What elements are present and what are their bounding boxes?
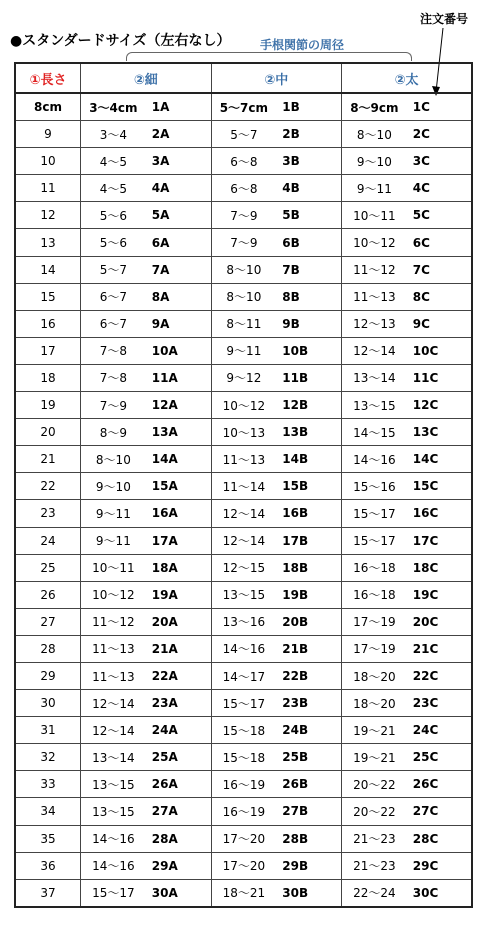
thick-code-cell: 3C [407,148,472,175]
thin-code-cell: 3A [146,148,211,175]
thin-code-cell: 30A [146,879,211,907]
length-cell: 18 [15,364,81,391]
thin-range-cell: 9～11 [95,534,131,549]
thin-code-cell: 17A [146,527,211,554]
length-cell: 19 [15,392,81,419]
thin-range-cell: 4～5 [99,181,128,196]
table-row [15,148,472,175]
medium-code-cell: 12B [276,392,341,419]
thin-code-cell: 21A [146,635,211,662]
thin-range-cell: 7～8 [99,371,128,386]
thick-range-cell: 15～17 [353,534,396,549]
thin-code-cell: 5A [146,202,211,229]
thick-code-cell: 24C [407,717,472,744]
length-cell: 29 [15,662,81,689]
medium-code-cell: 14B [276,446,341,473]
thick-code-cell: 21C [407,635,472,662]
thin-code-cell: 28A [146,825,211,852]
length-cell: 8cm [15,93,81,121]
table-row [15,473,472,500]
length-cell: 25 [15,554,81,581]
thin-code-cell: 29A [146,852,211,879]
medium-range-cell: 13～15 [222,588,266,603]
length-cell: 15 [15,283,81,310]
table-row [15,825,472,852]
page-title: ●スタンダードサイズ（左右なし） [10,33,231,49]
thick-code-cell: 26C [407,771,472,798]
thin-range-cell: 12～14 [92,723,135,738]
medium-code-cell: 5B [276,202,341,229]
length-cell: 12 [15,202,81,229]
thick-code-cell: 7C [407,256,472,283]
thick-range-cell: 21～23 [353,859,396,874]
thick-code-cell: 14C [407,446,472,473]
thick-code-cell: 20C [407,608,472,635]
length-cell: 30 [15,690,81,717]
table-row [15,337,472,364]
thick-code-cell: 1C [407,93,472,121]
size-table-body [15,93,472,907]
medium-code-cell: 9B [276,310,341,337]
thick-code-cell: 2C [407,121,472,148]
thin-code-cell: 15A [146,473,211,500]
medium-range-cell: 5～7cm [219,100,269,115]
medium-range-cell: 9～12 [226,371,262,386]
thin-range-cell: 10～12 [92,588,135,603]
medium-code-cell: 18B [276,554,341,581]
length-cell: 36 [15,852,81,879]
medium-code-cell: 4B [276,175,341,202]
thick-code-cell: 8C [407,283,472,310]
thick-range-cell: 19～21 [353,750,396,765]
length-cell: 13 [15,229,81,256]
thin-range-cell: 9～10 [95,479,131,494]
table-row [15,662,472,689]
medium-range-cell: 12～14 [222,534,266,549]
table-row [15,500,472,527]
thin-range-cell: 11～12 [92,615,135,630]
thick-range-cell: 10～12 [353,236,396,251]
medium-code-cell: 29B [276,852,341,879]
table-row [15,608,472,635]
medium-code-cell: 16B [276,500,341,527]
medium-range-cell: 17～20 [222,859,266,874]
thin-range-cell: 14～16 [92,832,135,847]
thick-range-cell: 10～11 [353,208,396,223]
length-cell: 11 [15,175,81,202]
thick-range-cell: 20～22 [353,777,396,792]
medium-range-cell: 13～16 [222,615,266,630]
length-cell: 10 [15,148,81,175]
length-cell: 14 [15,256,81,283]
thick-code-cell: 15C [407,473,472,500]
table-row [15,717,472,744]
thin-range-cell: 15～17 [92,886,135,901]
thin-code-cell: 7A [146,256,211,283]
wrist-circumference-label: 手根関節の周径 [260,38,345,52]
thick-code-cell: 6C [407,229,472,256]
table-row [15,256,472,283]
thin-code-cell: 19A [146,581,211,608]
thin-code-cell: 8A [146,283,211,310]
thick-range-cell: 14～15 [353,425,396,440]
thick-code-cell: 16C [407,500,472,527]
medium-code-cell: 10B [276,337,341,364]
medium-code-cell: 15B [276,473,341,500]
thin-range-cell: 5～6 [99,236,128,251]
medium-code-cell: 13B [276,419,341,446]
table-row [15,879,472,907]
thin-range-cell: 4～5 [99,154,128,169]
thick-range-cell: 11～12 [353,263,396,278]
medium-code-cell: 25B [276,744,341,771]
length-cell: 9 [15,121,81,148]
medium-range-cell: 9～11 [226,344,262,359]
table-row [15,392,472,419]
size-table [14,62,473,908]
thick-range-cell: 14～16 [353,452,396,467]
thin-range-cell: 13～15 [92,777,135,792]
col-thin: ②細 [81,63,212,93]
length-cell: 34 [15,798,81,825]
length-cell: 22 [15,473,81,500]
thick-code-cell: 28C [407,825,472,852]
length-cell: 31 [15,717,81,744]
medium-code-cell: 8B [276,283,341,310]
table-header-row [15,63,472,93]
thin-code-cell: 23A [146,690,211,717]
medium-range-cell: 8～11 [226,317,262,332]
thin-code-cell: 26A [146,771,211,798]
table-row [15,635,472,662]
thin-range-cell: 7～8 [99,344,128,359]
length-cell: 24 [15,527,81,554]
length-cell: 26 [15,581,81,608]
thick-range-cell: 17～19 [353,642,396,657]
table-row [15,581,472,608]
thick-range-cell: 8～10 [356,127,392,142]
table-row [15,229,472,256]
medium-code-cell: 17B [276,527,341,554]
medium-range-cell: 12～14 [222,506,266,521]
thick-range-cell: 9～11 [356,181,392,196]
length-cell: 23 [15,500,81,527]
thin-range-cell: 3～4 [99,127,128,142]
col-length: ①長さ [15,63,81,93]
length-cell: 17 [15,337,81,364]
thin-code-cell: 24A [146,717,211,744]
thick-code-cell: 10C [407,337,472,364]
order-number-label: 注文番号 [420,12,469,26]
thin-code-cell: 20A [146,608,211,635]
thick-code-cell: 19C [407,581,472,608]
medium-range-cell: 10～13 [222,425,266,440]
thick-range-cell: 18～20 [353,696,396,711]
medium-code-cell: 20B [276,608,341,635]
length-cell: 37 [15,879,81,907]
thin-code-cell: 18A [146,554,211,581]
length-cell: 33 [15,771,81,798]
thick-code-cell: 22C [407,662,472,689]
table-row [15,364,472,391]
table-row [15,283,472,310]
medium-code-cell: 23B [276,690,341,717]
thin-code-cell: 13A [146,419,211,446]
thick-range-cell: 11～13 [353,290,396,305]
medium-range-cell: 11～14 [222,479,266,494]
thick-code-cell: 12C [407,392,472,419]
medium-code-cell: 22B [276,662,341,689]
thick-range-cell: 17～19 [353,615,396,630]
medium-range-cell: 7～9 [230,236,258,251]
thin-code-cell: 10A [146,337,211,364]
thick-range-cell: 12～13 [353,317,396,332]
medium-code-cell: 28B [276,825,341,852]
length-cell: 28 [15,635,81,662]
thin-code-cell: 9A [146,310,211,337]
thick-range-cell: 13～14 [353,371,396,386]
medium-code-cell: 27B [276,798,341,825]
medium-range-cell: 14～17 [222,669,266,684]
thin-code-cell: 22A [146,662,211,689]
thin-range-cell: 12～14 [92,696,135,711]
thin-code-cell: 6A [146,229,211,256]
thick-code-cell: 17C [407,527,472,554]
thick-code-cell: 9C [407,310,472,337]
thick-code-cell: 27C [407,798,472,825]
thin-range-cell: 14～16 [92,859,135,874]
table-row [15,419,472,446]
thick-code-cell: 13C [407,419,472,446]
thick-code-cell: 30C [407,879,472,907]
thick-range-cell: 9～10 [356,154,392,169]
medium-range-cell: 15～18 [222,723,266,738]
length-cell: 27 [15,608,81,635]
thin-range-cell: 8～10 [95,452,131,467]
thick-range-cell: 20～22 [353,804,396,819]
length-cell: 16 [15,310,81,337]
col-thick: ②太 [342,63,473,93]
thin-code-cell: 2A [146,121,211,148]
table-row [15,527,472,554]
thick-range-cell: 12～14 [353,344,396,359]
thick-range-cell: 13～15 [353,398,396,413]
medium-range-cell: 5～7 [230,127,258,142]
thick-code-cell: 29C [407,852,472,879]
thick-range-cell: 19～21 [353,723,396,738]
table-row [15,798,472,825]
thin-range-cell: 3～4cm [89,100,138,115]
thin-range-cell: 13～15 [92,804,135,819]
thin-code-cell: 25A [146,744,211,771]
thick-code-cell: 23C [407,690,472,717]
thick-range-cell: 21～23 [353,832,396,847]
table-row [15,744,472,771]
thick-range-cell: 18～20 [353,669,396,684]
medium-range-cell: 8～10 [226,290,262,305]
thin-code-cell: 12A [146,392,211,419]
thin-range-cell: 13～14 [92,750,135,765]
thick-range-cell: 15～16 [353,479,396,494]
medium-range-cell: 6～8 [230,154,258,169]
thin-range-cell: 6～7 [99,290,128,305]
length-cell: 20 [15,419,81,446]
thin-range-cell: 5～7 [99,263,128,278]
thin-code-cell: 14A [146,446,211,473]
medium-range-cell: 11～13 [222,452,266,467]
col-medium: ②中 [211,63,342,93]
thin-range-cell: 10～11 [92,561,135,576]
table-row [15,310,472,337]
table-row [15,771,472,798]
thin-range-cell: 5～6 [99,208,128,223]
medium-range-cell: 15～17 [222,696,266,711]
medium-code-cell: 19B [276,581,341,608]
thick-range-cell: 16～18 [353,561,396,576]
table-row [15,852,472,879]
medium-range-cell: 10～12 [222,398,266,413]
medium-code-cell: 21B [276,635,341,662]
length-cell: 35 [15,825,81,852]
thin-range-cell: 9～11 [95,506,131,521]
thin-range-cell: 7～9 [99,398,128,413]
thick-code-cell: 18C [407,554,472,581]
medium-code-cell: 3B [276,148,341,175]
medium-range-cell: 14～16 [222,642,266,657]
medium-code-cell: 26B [276,771,341,798]
thick-range-cell: 8～9cm [350,100,399,115]
medium-range-cell: 17～20 [222,832,266,847]
length-cell: 32 [15,744,81,771]
thick-range-cell: 16～18 [353,588,396,603]
thick-code-cell: 25C [407,744,472,771]
thin-code-cell: 4A [146,175,211,202]
table-row [15,175,472,202]
thin-code-cell: 16A [146,500,211,527]
medium-code-cell: 7B [276,256,341,283]
table-row [15,93,472,121]
medium-range-cell: 16～19 [222,804,266,819]
thick-code-cell: 11C [407,364,472,391]
medium-code-cell: 24B [276,717,341,744]
table-row [15,202,472,229]
thin-code-cell: 11A [146,364,211,391]
thick-range-cell: 15～17 [353,506,396,521]
medium-code-cell: 30B [276,879,341,907]
thin-code-cell: 27A [146,798,211,825]
thin-range-cell: 6～7 [99,317,128,332]
length-cell: 21 [15,446,81,473]
thin-range-cell: 11～13 [92,642,135,657]
medium-range-cell: 6～8 [230,181,258,196]
medium-code-cell: 11B [276,364,341,391]
medium-code-cell: 2B [276,121,341,148]
medium-code-cell: 1B [276,93,341,121]
thick-range-cell: 22～24 [353,886,396,901]
table-row [15,446,472,473]
medium-code-cell: 6B [276,229,341,256]
thick-code-cell: 4C [407,175,472,202]
table-row [15,690,472,717]
thin-code-cell: 1A [146,93,211,121]
medium-range-cell: 8～10 [226,263,262,278]
medium-range-cell: 12～15 [222,561,266,576]
medium-range-cell: 7～9 [230,208,258,223]
thin-range-cell: 8～9 [99,425,128,440]
medium-range-cell: 15～18 [222,750,266,765]
thin-range-cell: 11～13 [92,669,135,684]
table-row [15,554,472,581]
table-row [15,121,472,148]
medium-range-cell: 18～21 [222,886,266,901]
medium-range-cell: 16～19 [222,777,266,792]
thick-code-cell: 5C [407,202,472,229]
